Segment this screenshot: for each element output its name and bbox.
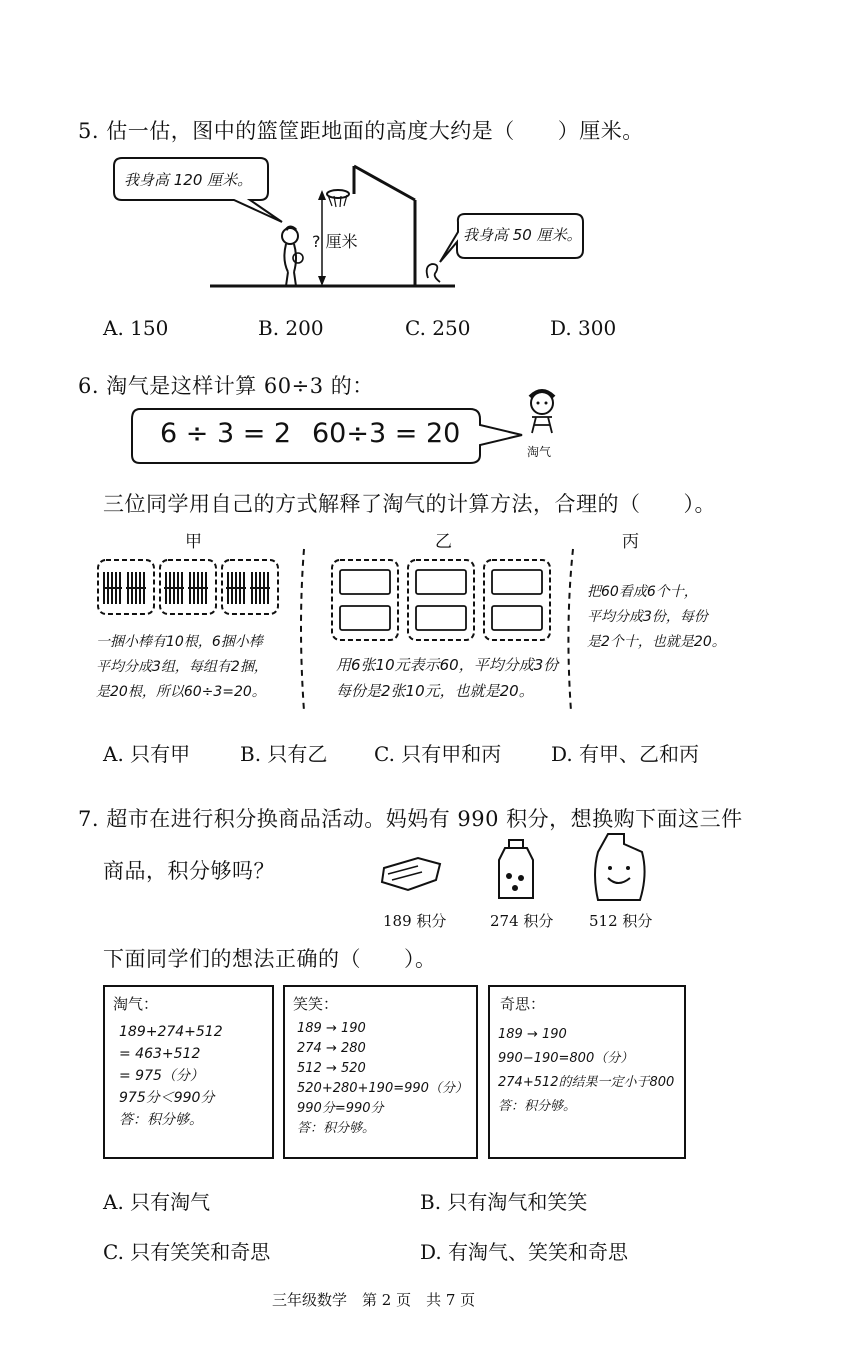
q6-option-a[interactable]: A. 只有甲 xyxy=(103,742,191,766)
col-bing-label: 丙 xyxy=(622,532,639,552)
qisi-box xyxy=(488,985,686,1159)
question-7-prompt: 下面同学们的想法正确的（ ）。 xyxy=(103,947,437,971)
banknotes-illustration xyxy=(330,556,555,642)
taoqi-character-icon xyxy=(518,383,568,438)
qisi-box-work: 189 → 190 990−190=800（分） 274+512的结果一定小于800 答：积分够。 xyxy=(498,1027,675,1114)
bing-explanation: 把60看成6个十， 平均分成3份，每份 是2个十，也就是20。 xyxy=(587,584,726,650)
taoqi-box-work: 189+274+512 = 463+512 = 975（分） 975分＜990分 答：积分够。 xyxy=(119,1024,223,1128)
q7-option-b[interactable]: B. 只有淘气和笑笑 xyxy=(420,1190,588,1214)
question-6-prompt: 三位同学用自己的方式解释了淘气的计算方法，合理的（ ）。 xyxy=(103,492,716,516)
question-7-line2: 商品，积分够吗？ xyxy=(103,859,275,883)
q7-option-d[interactable]: D. 有淘气、笑笑和奇思 xyxy=(420,1240,629,1264)
separator-left xyxy=(290,545,320,715)
col-jia-label: 甲 xyxy=(185,532,202,552)
calc-right: 60÷3 = 20 xyxy=(312,418,461,449)
separator-right xyxy=(555,545,585,715)
question-6-text: 6. 淘气是这样计算 60÷3 的： xyxy=(78,374,374,398)
q6-option-c[interactable]: C. 只有甲和丙 xyxy=(374,742,502,766)
item-1-points: 189 积分 xyxy=(383,912,447,930)
taoqi-box xyxy=(103,985,274,1159)
q5-option-d[interactable]: D. 300 xyxy=(550,316,617,340)
stick-bundles-illustration xyxy=(96,556,286,618)
right-bubble-text: 我身高 50 厘米。 xyxy=(463,226,582,244)
bottle-icon xyxy=(493,838,539,904)
item-3-points: 512 积分 xyxy=(589,912,653,930)
page-footer: 三年级数学 第 2 页 共 7 页 xyxy=(272,1291,476,1309)
q6-option-d[interactable]: D. 有甲、乙和丙 xyxy=(551,742,700,766)
q5-option-b[interactable]: B. 200 xyxy=(258,316,324,340)
towel-icon xyxy=(378,850,448,900)
q5-option-c[interactable]: C. 250 xyxy=(405,316,471,340)
jia-explanation: 一捆小棒有10根，6捆小棒 平均分成3组，每组有2捆， 是20根，所以60÷3=20。 xyxy=(96,634,268,700)
xiaoxiao-box xyxy=(283,985,478,1159)
q6-option-b[interactable]: B. 只有乙 xyxy=(240,742,328,766)
xiaoxiao-box-work: 189 → 190 274 → 280 512 → 520 520+280+190=990（分） 990分=990分 答：积分够。 xyxy=(297,1021,468,1136)
height-measure-label: ? 厘米 xyxy=(312,232,358,251)
calc-left: 6 ÷ 3 = 2 xyxy=(160,418,292,449)
left-bubble-text: 我身高 120 厘米。 xyxy=(124,171,253,189)
q7-option-a[interactable]: A. 只有淘气 xyxy=(103,1190,211,1214)
taoqi-label: 淘气 xyxy=(527,445,552,459)
question-7-line1: 7. 超市在进行积分换商品活动。妈妈有 990 积分，想换购下面这三件 xyxy=(78,807,743,831)
yi-explanation: 用6张10元表示60，平均分成3份 每份是2张10元，也就是20。 xyxy=(336,656,559,700)
taoqi-box-name: 淘气： xyxy=(113,995,159,1013)
q5-option-a[interactable]: A. 150 xyxy=(103,316,169,340)
item-2-points: 274 积分 xyxy=(490,912,554,930)
q7-option-c[interactable]: C. 只有笑笑和奇思 xyxy=(103,1240,271,1264)
col-yi-label: 乙 xyxy=(435,532,452,552)
qisi-box-name: 奇思： xyxy=(500,995,546,1013)
jug-icon xyxy=(590,830,650,906)
xiaoxiao-box-name: 笑笑： xyxy=(293,995,339,1013)
question-5-text: 5. 估一估，图中的篮筐距地面的高度大约是（ ）厘米。 xyxy=(78,119,644,143)
